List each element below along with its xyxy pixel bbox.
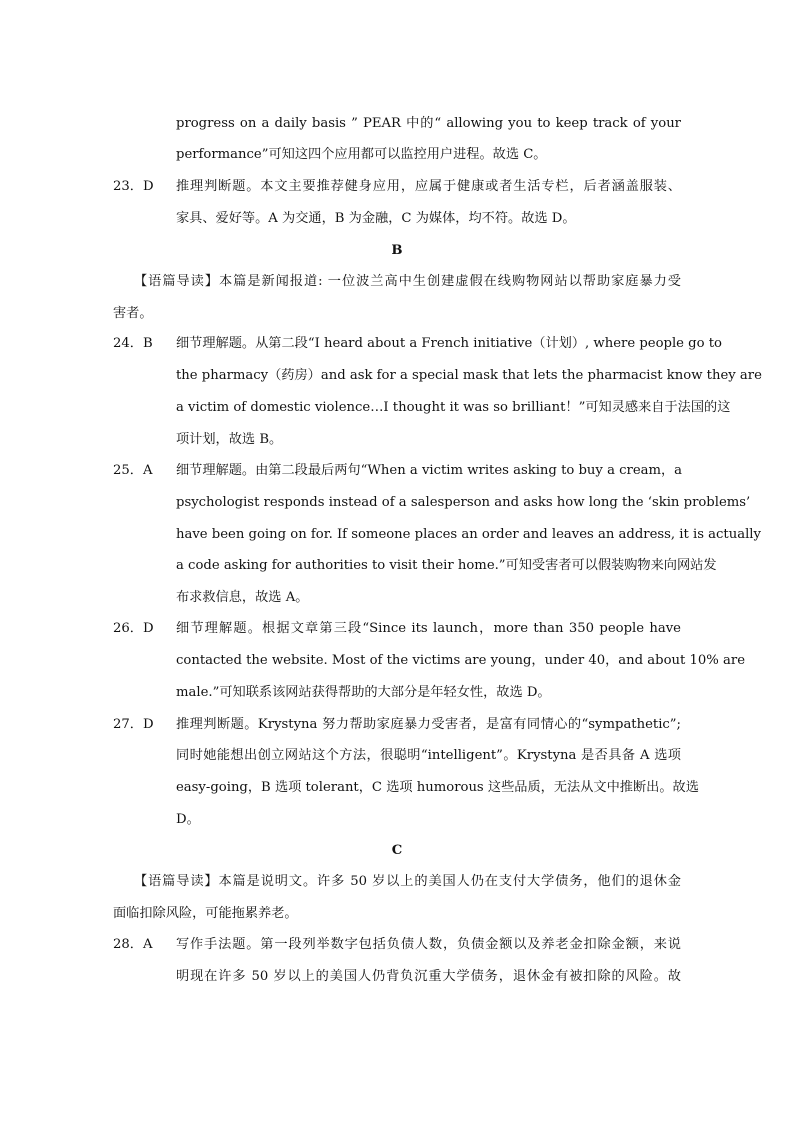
answer-27-line-2: 同时她能想出创立网站这个方法，很聪明“intelligent”。Krystyna 是否具备 A 选项 <box>176 748 681 763</box>
answer-24-line-3: a victim of domestic violence…I thought it was so brilliant！”可知灵感来自于法国的这 <box>176 400 731 415</box>
section-c-heading: C <box>391 843 403 858</box>
question-24-number: 24．B <box>113 336 153 351</box>
section-b-intro-line-2: 害者。 <box>113 306 153 321</box>
section-c-intro-line-2: 面临扣除风险，可能拖累养老。 <box>113 906 298 921</box>
section-b-intro-line-1: 【语篇导读】本篇是新闻报道: 一位波兰高中生创建虚假在线购物网站以帮助家庭暴力受 <box>134 274 681 289</box>
answer-23-line-1: 推理判断题。本文主要推荐健身应用，应属于健康或者生活专栏，后者涵盖服装、 <box>176 179 681 194</box>
answer-24-line-2: the pharmacy（药房）and ask for a special mask that lets the pharmacist know they are <box>176 368 762 383</box>
answer-28-line-1: 写作手法题。第一段列举数字包括负债人数，负债金额以及养老金扣除金额，来说 <box>176 937 681 952</box>
answer-22-continuation-line-1: progress on a daily basis ” PEAR 中的“ allowing you to keep track of your <box>176 116 681 131</box>
answer-28-line-2: 明现在许多 50 岁以上的美国人仍背负沉重大学债务，退休金有被扣除的风险。故 <box>176 969 681 984</box>
answer-24-line-1: 细节理解题。从第二段“I heard about a French initiative（计划）, where people go to <box>176 336 722 351</box>
answer-23-line-2: 家具、爱好等。A 为交通，B 为金融，C 为媒体，均不符。故选 D。 <box>176 211 576 226</box>
answer-25-line-1: 细节理解题。由第二段最后两句“When a victim writes asking to buy a cream，a <box>176 463 683 478</box>
answer-26-line-1: 细节理解题。根据文章第三段“Since its launch，more than 350 people have <box>176 621 681 636</box>
answer-25-line-2: psychologist responds instead of a salesperson and asks how long the ‘skin problems’ <box>176 495 751 510</box>
answer-25-line-5: 布求救信息，故选 A。 <box>176 590 309 605</box>
answer-26-line-3: male.”可知联系该网站获得帮助的大部分是年轻女性，故选 D。 <box>176 685 551 700</box>
answer-22-continuation-line-2: performance”可知这四个应用都可以监控用户进程。故选 C。 <box>176 147 547 162</box>
answer-27-line-3: easy-going，B 选项 tolerant，C 选项 humorous 这些品质，无法从文中推断出。故选 <box>176 780 699 795</box>
answer-27-line-1: 推理判断题。Krystyna 努力帮助家庭暴力受害者，是富有同情心的“sympathetic”; <box>176 717 681 732</box>
answer-25-line-4: a code asking for authorities to visit their home.”可知受害者可以假装购物来向网站发 <box>176 558 717 573</box>
answer-24-line-4: 项计划，故选 B。 <box>176 432 283 447</box>
section-b-heading: B <box>391 243 403 258</box>
answer-25-line-3: have been going on for. If someone places an order and leaves an address, it is actually <box>176 527 761 542</box>
answer-26-line-2: contacted the website. Most of the victims are young，under 40，and about 10% are <box>176 653 745 668</box>
question-26-number: 26．D <box>113 621 154 636</box>
question-23-number: 23．D <box>113 179 154 194</box>
answer-27-line-4: D。 <box>176 812 200 827</box>
question-28-number: 28．A <box>113 937 153 952</box>
section-c-intro-line-1: 【语篇导读】本篇是说明文。许多 50 岁以上的美国人仍在支付大学债务，他们的退休金 <box>134 874 681 889</box>
question-25-number: 25．A <box>113 463 153 478</box>
question-27-number: 27．D <box>113 717 154 732</box>
